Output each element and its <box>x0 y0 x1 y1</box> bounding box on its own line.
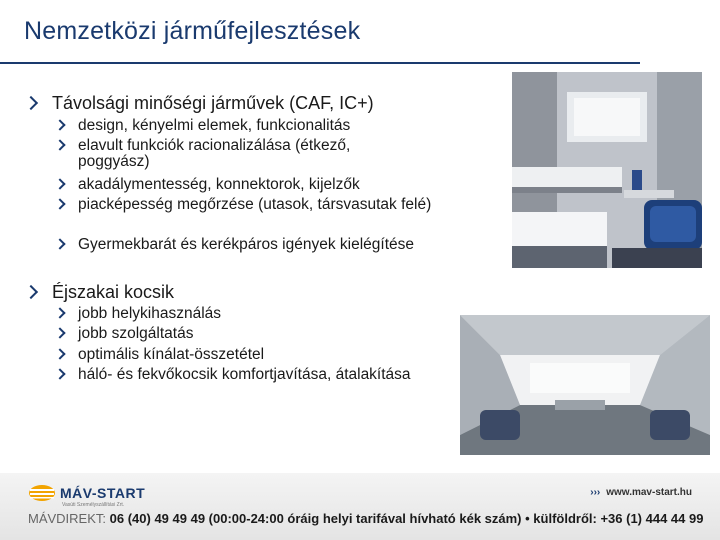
chevron-right-icon <box>54 119 65 130</box>
website-text: www.mav-start.hu <box>606 487 692 498</box>
contact-label: MÁVDIREKT: <box>28 511 107 526</box>
section-heading-text: Éjszakai kocsik <box>52 282 175 302</box>
list-item <box>56 367 476 383</box>
sleeper-compartment-photo <box>512 72 702 268</box>
company-logo <box>28 484 145 502</box>
chevron-right-icon <box>54 348 65 359</box>
train-wings-icon <box>28 484 56 502</box>
contact-text: 06 (40) 49 49 49 (00:00-24:00 óráig helyi tarifával hívható kék szám) • külföldről: +36 (1) 444 44 99 <box>109 511 704 526</box>
section-heading <box>26 282 174 303</box>
logo-text: MÁV-START <box>60 485 146 501</box>
chevron-right-icon <box>54 307 65 318</box>
slide-title: Nemzetközi járműfejlesztések <box>24 17 361 45</box>
list-item <box>56 326 456 342</box>
list-item <box>56 118 456 134</box>
list-item <box>56 197 456 213</box>
section-heading-text: Távolsági minőségi járművek (CAF, IC+) <box>52 93 374 113</box>
chevron-right-icon <box>54 327 65 338</box>
list-item-text: elavult funkciók racionalizálása (étkező, poggyász) <box>78 137 351 170</box>
chevron-right-icon <box>24 96 38 110</box>
list-item-text: jobb helykihasználás <box>78 305 222 322</box>
list-item-text: jobb szolgáltatás <box>78 325 194 342</box>
list-item-text: design, kényelmi elemek, funkcionalitás <box>78 117 351 134</box>
list-item-text: háló- és fekvőkocsik komfortjavítása, átalakítása <box>78 366 411 383</box>
chevron-right-icon <box>54 368 65 379</box>
title-underline <box>0 62 640 64</box>
chevron-right-icon <box>24 285 38 299</box>
chevron-right-icon <box>54 139 65 150</box>
chevron-right-icon <box>54 178 65 189</box>
chevron-right-icon <box>54 198 65 209</box>
website-link[interactable] <box>590 487 692 498</box>
list-item <box>56 177 456 193</box>
chevron-right-icon: ››› <box>590 487 601 498</box>
contact-line <box>28 511 703 526</box>
list-item <box>56 138 416 170</box>
section-heading <box>26 93 374 114</box>
list-item <box>56 237 456 253</box>
logo-subtitle: Vasúti Személyszállítási Zrt. <box>62 502 125 508</box>
list-item <box>56 347 456 363</box>
chevron-right-icon <box>54 238 65 249</box>
list-item-text: piacképesség megőrzése (utasok, társvasutak felé) <box>78 196 432 213</box>
list-item-text: akadálymentesség, konnektorok, kijelzők <box>78 176 360 193</box>
list-item <box>56 306 456 322</box>
list-item-text: optimális kínálat-összetétel <box>78 346 265 363</box>
coach-interior-photo <box>460 315 710 455</box>
list-item-text: Gyermekbarát és kerékpáros igények kielégítése <box>78 236 414 253</box>
